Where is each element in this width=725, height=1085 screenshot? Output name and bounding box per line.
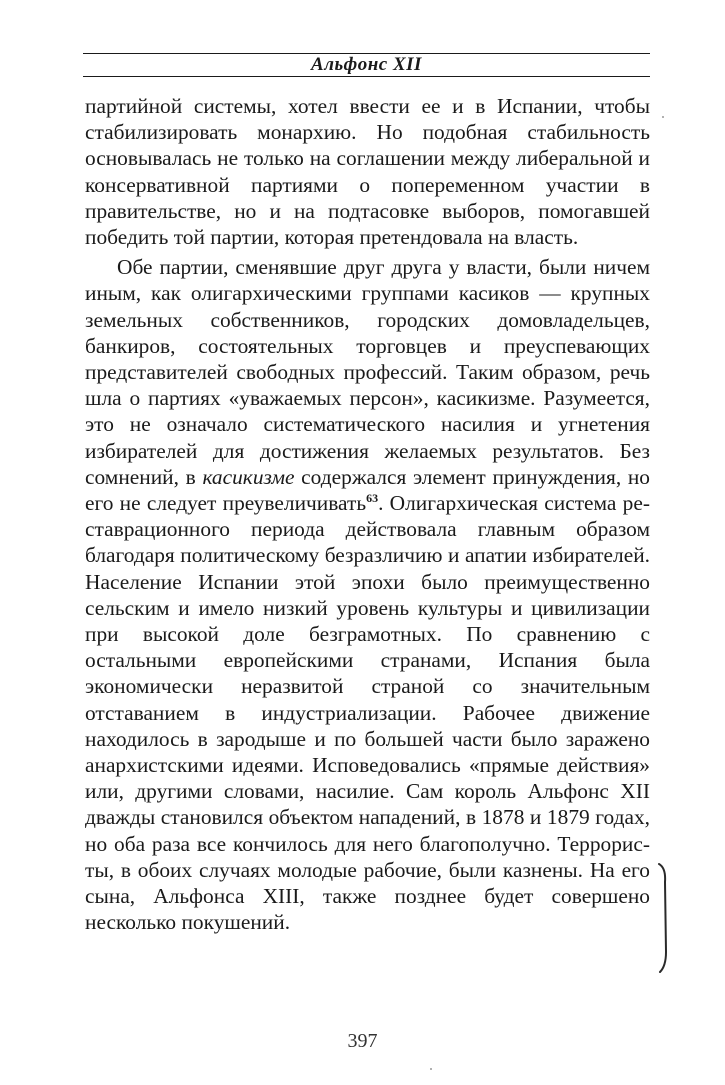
paragraph-2 (85, 254, 650, 935)
print-speck (662, 116, 664, 118)
paragraph-1: партийной системы, хотел ввести ее и в Испании, чтобы стабилизировать монархию. Но подобная стабильность основывалась не только на соглашении между либеральной и консервативной партиями о попеременном участии в правительстве, но и на подтасовке выборов, помогавшей победить той партии, которая претендовала на власть. (85, 94, 650, 250)
paragraph-2-part-2: содержался элемент принуждения, но его не следует преувеличивать (85, 464, 651, 516)
running-head: Альфонс XII (311, 54, 422, 75)
paragraph-2-part-3: . Олигархическая система реставрационного периода действовала главным образом благодаря политическому безразличию и апатии избирателей. Население Испании этой эпохи было преимущественно сельским и имело низкий уровень культуры и цивилизации при высокой доле безграмотных. По сравнению с остальными европейскими странами, Испания была экономически неразвитой страной со значительным отставанием в индустриализации. Рабочее движение находилось в зародыше и по большей части было заражено анархистскими идеями. Исповедовались «прямые действия» или, другими словами, насилие. Сам король Альфонс XII дважды становился объектом нападений, в 1878 и 1879 годах, но оба раза все кончилось для него благополучно. Террористы, в обоих случаях молодые рабочие, были казнены. На его сына, Альфонса XIII, также позднее будет совершено несколько покушений. (85, 491, 650, 935)
print-speck (430, 1068, 432, 1070)
header-rule-bottom (83, 76, 650, 77)
margin-pencil-bracket (656, 862, 672, 974)
body-text (85, 93, 650, 936)
paragraph-2-part-1: Обе партии, сменявшие друг друга у власти, были ничем иным, как олигархическими группами касиков — крупных земельных собственников, городских домовладельцев, банкиров, состоятельных торговцев и преуспевающих представителей свободных профессий. Таким образом, речь шла о партиях «уважаемых персон», касикизме. Разумеется, это не означало систематического насилия и угнетения избирателей для достижения желаемых результатов. Без сомнений, в (85, 255, 650, 489)
page-number: 397 (347, 1030, 378, 1052)
footnote-reference: 63 (366, 490, 379, 505)
italic-term: касикизме (202, 464, 295, 489)
